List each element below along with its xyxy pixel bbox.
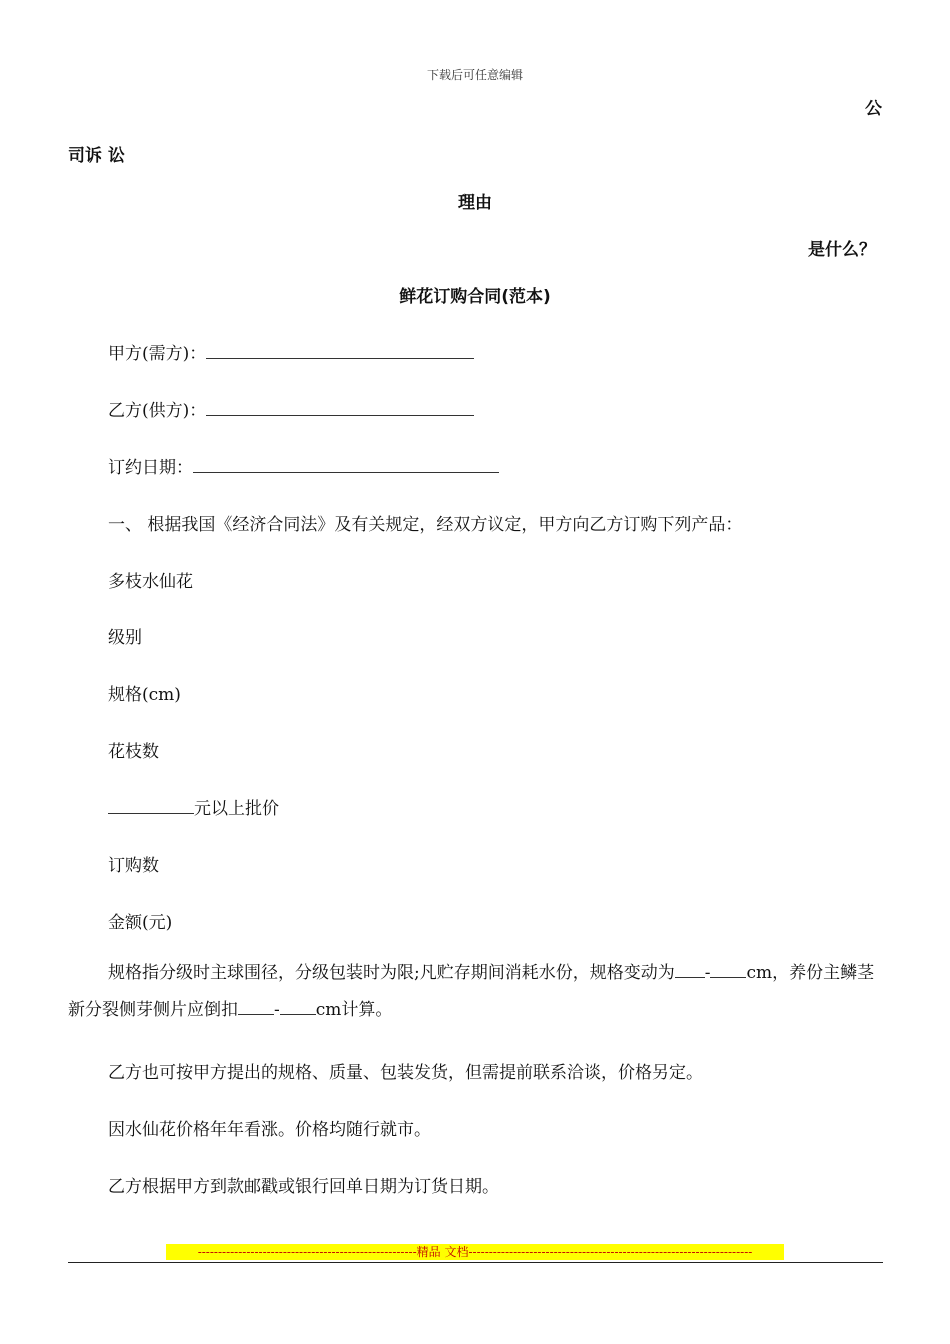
- item-price-line: [108, 794, 279, 819]
- spec-part2: cm，养份主鳞茎新分裂侧芽侧片应倒扣: [68, 963, 875, 1020]
- item-stems: 花枝数: [108, 742, 159, 762]
- spec-blank-1: [675, 963, 705, 978]
- spec-dash-2: -: [274, 1000, 280, 1020]
- item-grade: 级别: [108, 628, 142, 648]
- spec-blank-4: [280, 1000, 316, 1015]
- party-b-line: [108, 396, 474, 421]
- price-blank: [108, 799, 194, 814]
- party-a-label: 甲方(需方)：: [108, 344, 207, 364]
- item-qty: 订购数: [108, 856, 159, 876]
- header-note: 下载后可任意编辑: [426, 68, 523, 82]
- date-label: 订约日期：: [108, 458, 193, 478]
- footer-banner: [166, 1244, 784, 1260]
- fragment-sisong: 司诉 讼: [68, 146, 125, 166]
- footer-dashes-right: ----------------------------------------------------------------------: [468, 1245, 753, 1259]
- party-a-blank: [206, 344, 474, 359]
- footer-rule: [68, 1262, 883, 1263]
- date-blank: [193, 458, 499, 473]
- item-price-suffix: 元以上批价: [194, 799, 279, 819]
- spec-part1: 规格指分级时主球围径，分级包装时为限;凡贮存期间消耗水份，规格变动为: [108, 963, 675, 983]
- item-spec: 规格(cm): [108, 685, 181, 705]
- para-custom: 乙方也可按甲方提出的规格、质量、包装发货，但需提前联系洽谈，价格另定。: [108, 1063, 703, 1083]
- spec-paragraph: [68, 955, 883, 1029]
- item-amount: 金额(元): [108, 913, 173, 933]
- para-order-date: 乙方根据甲方到款邮戳或银行回单日期为订货日期。: [108, 1177, 499, 1197]
- spec-dash-1: -: [704, 963, 711, 983]
- document-title: 鲜花订购合同(范本): [399, 287, 551, 307]
- spec-blank-2: [710, 963, 746, 978]
- fragment-liyou: 理由: [458, 193, 492, 213]
- fragment-gong: 公: [865, 99, 882, 119]
- item-product: 多枝水仙花: [108, 572, 193, 592]
- party-a-line: [108, 339, 474, 364]
- fragment-shishenme: 是什么？: [808, 240, 876, 260]
- date-line: [108, 453, 499, 478]
- para-price: 因水仙花价格年年看涨。价格均随行就市。: [108, 1120, 431, 1140]
- clause-1: 一、 根据我国《经济合同法》及有关规定，经双方议定，甲方向乙方订购下列产品：: [108, 515, 743, 535]
- party-b-label: 乙方(供方)：: [108, 401, 207, 421]
- party-b-blank: [206, 401, 474, 416]
- footer-dashes-left: ------------------------------------------------------: [197, 1245, 417, 1259]
- spec-part3: cm计算。: [315, 1000, 393, 1020]
- spec-blank-3: [238, 1000, 274, 1015]
- footer-label: 精品 文档: [416, 1245, 469, 1259]
